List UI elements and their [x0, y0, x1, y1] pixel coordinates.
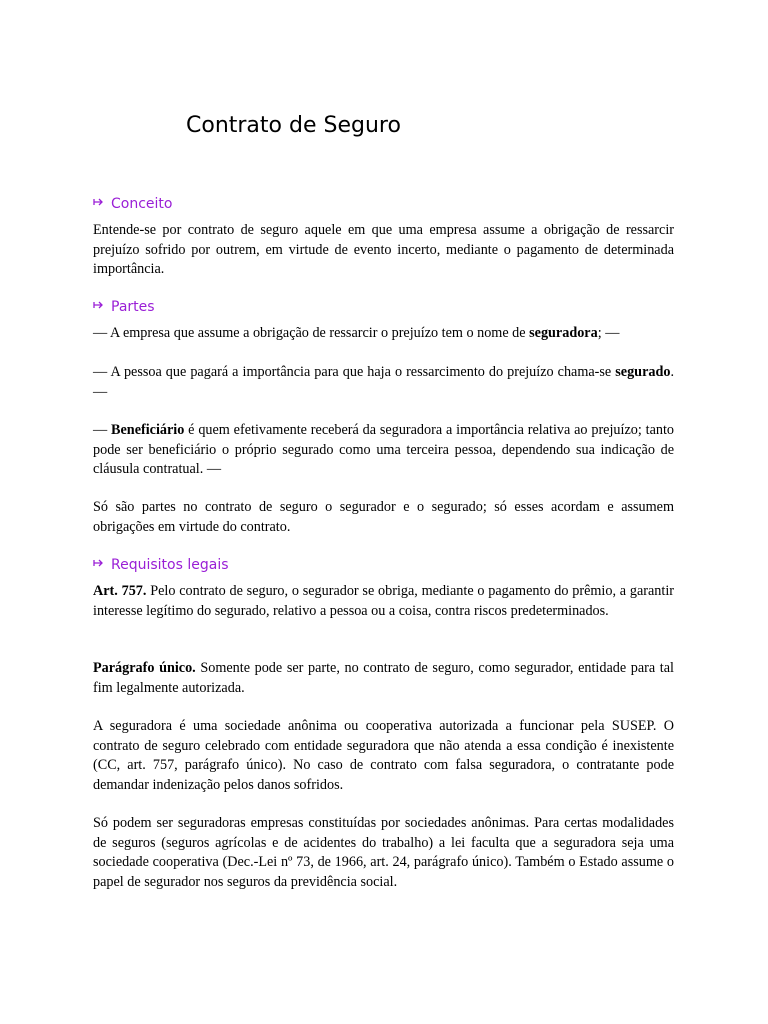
paragraph-art-757: Art. 757. Pelo contrato de seguro, o segurador se obriga, mediante o pagamento do prêmio, a garantir interesse legítimo do segurado, relativo a pessoa ou a coisa, contra riscos predeterminados.: [93, 583, 674, 619]
right-arrow-icon: [93, 557, 105, 569]
section-heading-label: Conceito: [111, 196, 173, 212]
section-heading-conceito: [93, 196, 172, 212]
paragraph-segurado: — A pessoa que pagará a importância para que haja o ressarcimento do prejuízo chama-se segurado. —: [93, 364, 674, 400]
right-arrow-icon: [93, 196, 105, 208]
document-title: Contrato de Seguro: [186, 113, 401, 138]
paragraph-seguradora: — A empresa que assume a obrigação de ressarcir o prejuízo tem o nome de seguradora; —: [93, 325, 620, 341]
section-heading-label: Partes: [111, 299, 155, 315]
paragraph-seguradora-susep: A seguradora é uma sociedade anônima ou cooperativa autorizada a funcionar pela SUSEP. O contrato de seguro celebrado com entidade seguradora que não atenda a essa condição é inexistente (CC, art. 757, parágrafo único). No caso de contrato com falsa seguradora, o contratante pode demandar indenização pelos danos sofridos.: [93, 718, 674, 793]
paragraph-conceito: Entende-se por contrato de seguro aquele em que uma empresa assume a obrigação de ressarcir prejuízo sofrido por outrem, em virtude de evento incerto, mediante o pagamento de determinada importância.: [93, 222, 674, 277]
paragraph-unico: Parágrafo único. Somente pode ser parte, no contrato de seguro, como segurador, entidade para tal fim legalmente autorizada.: [93, 660, 674, 696]
right-arrow-icon: [93, 299, 105, 311]
paragraph-partes-summary: Só são partes no contrato de seguro o segurador e o segurado; só esses acordam e assumem obrigações em virtude do contrato.: [93, 499, 674, 535]
paragraph-beneficiario: — Beneficiário é quem efetivamente receberá da seguradora a importância relativa ao prejuízo; tanto pode ser beneficiário o próprio segurado como uma terceira pessoa, dependendo sua indicação de cláusula contratual. —: [93, 422, 675, 477]
paragraph-seguradoras-tipos: Só podem ser seguradoras empresas constituídas por sociedades anônimas. Para certas modalidades de seguros (seguros agrícolas e de acidentes do trabalho) a lei faculta que a seguradora seja uma sociedade cooperativa (Dec.-Lei nº 73, de 1966, art. 24, parágrafo único). Também o Estado assume o papel de segurador nos seguros da previdência social.: [93, 815, 674, 890]
section-heading-requisitos: [93, 557, 229, 573]
section-heading-label: Requisitos legais: [111, 557, 229, 573]
section-heading-partes: [93, 299, 155, 315]
